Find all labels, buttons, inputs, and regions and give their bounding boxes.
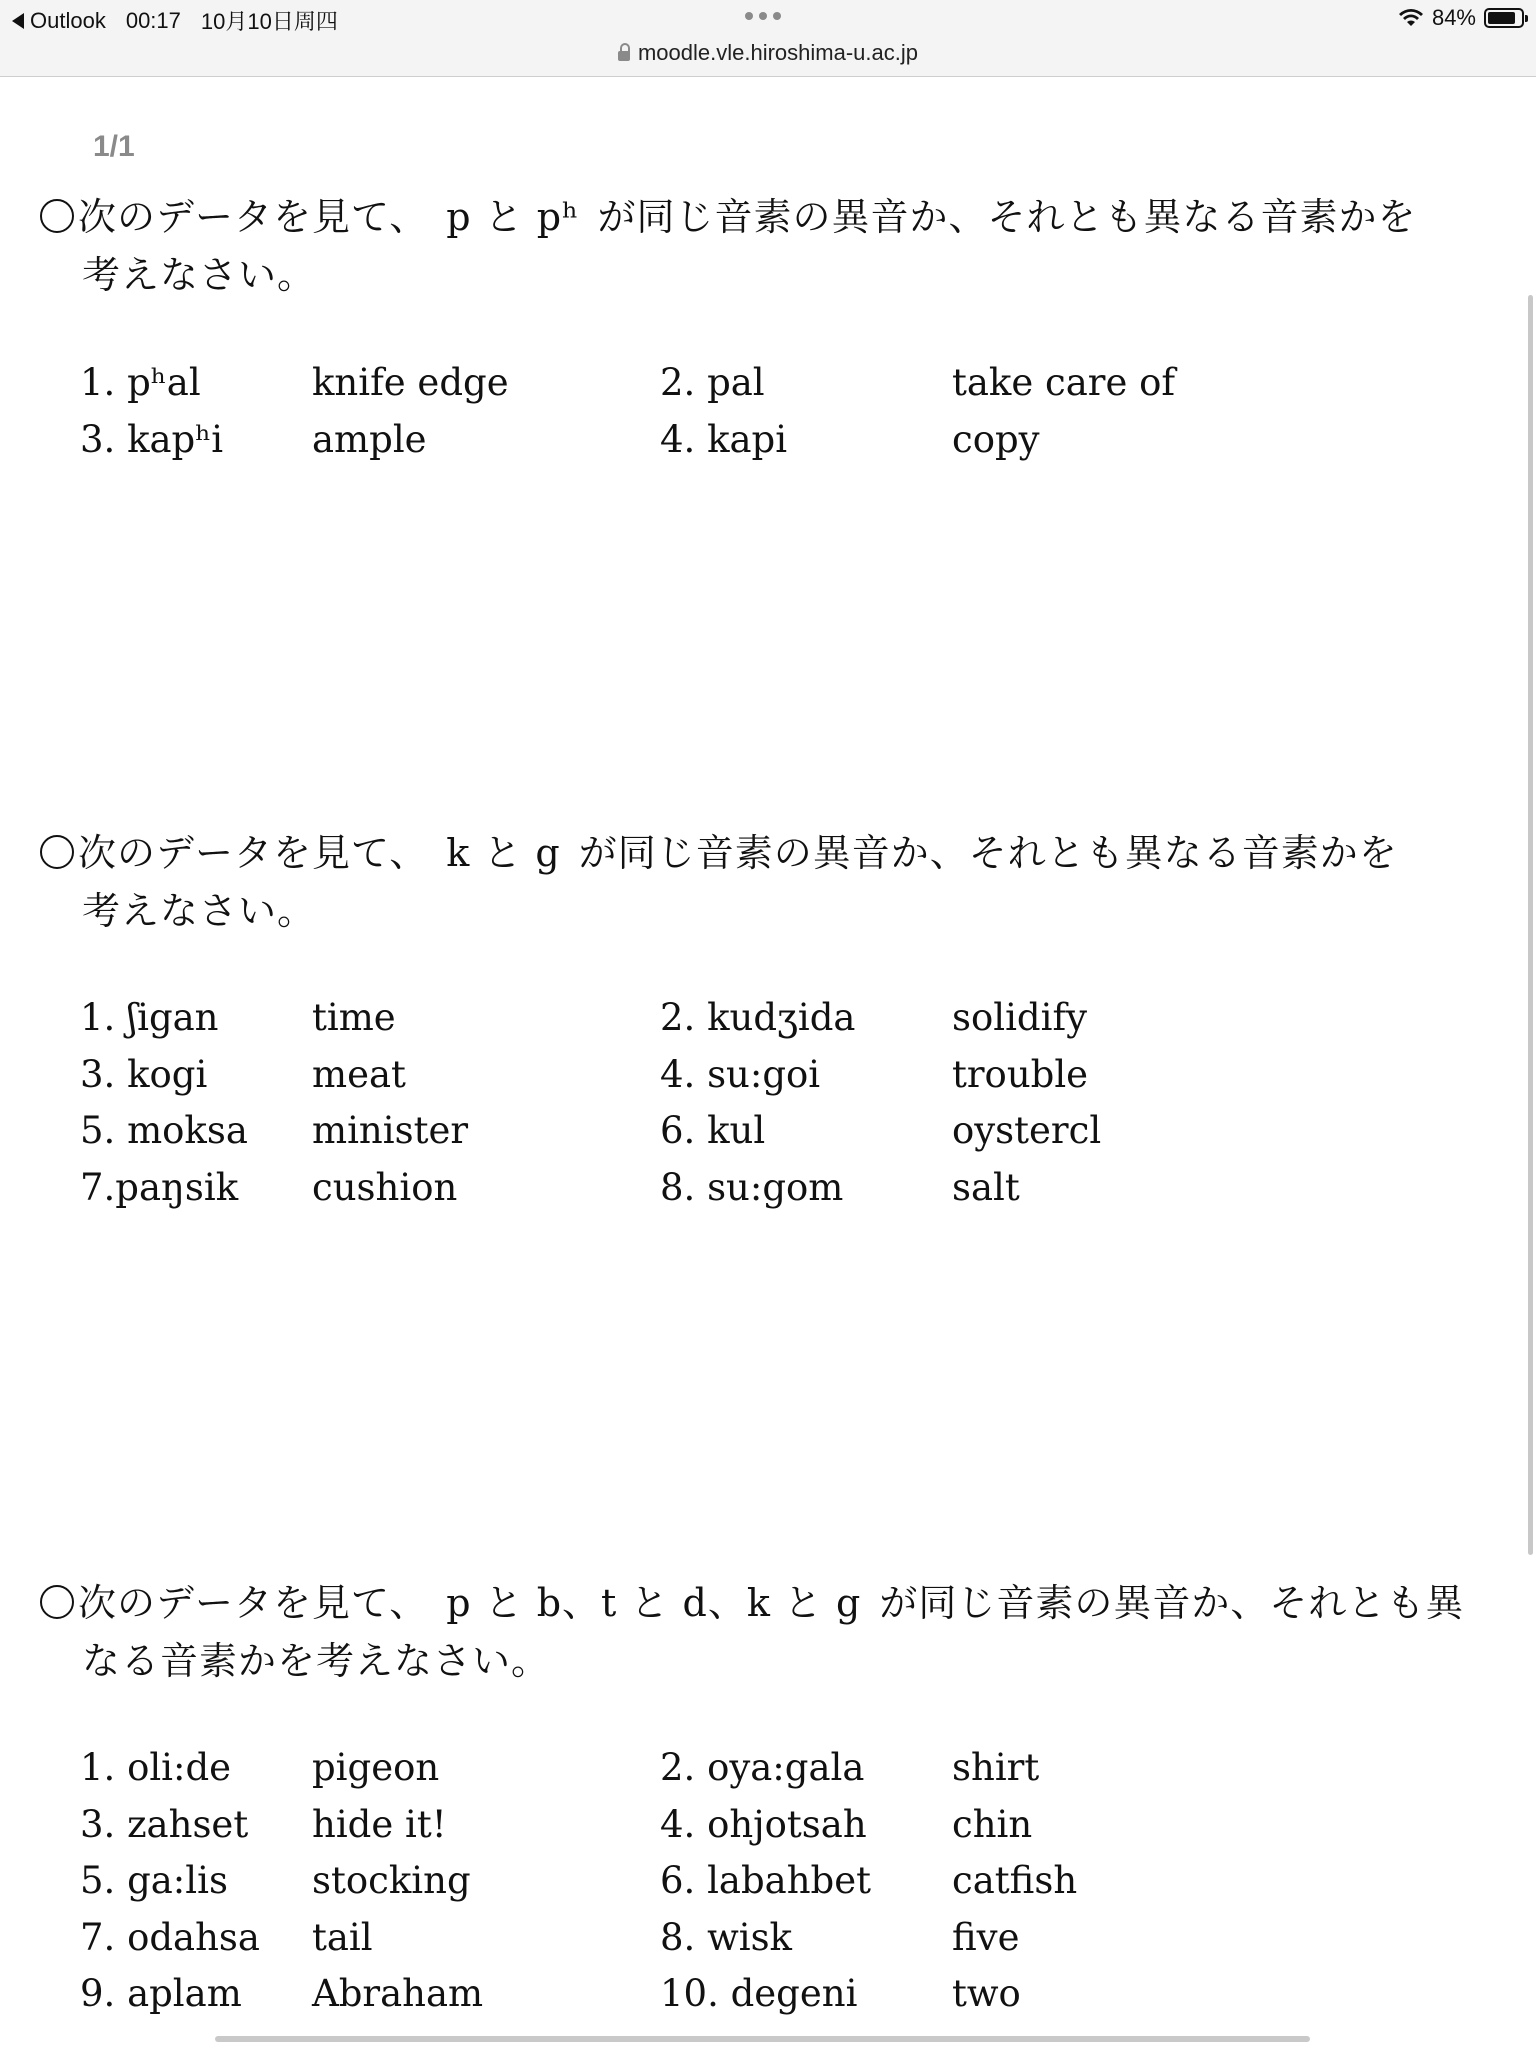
vertical-scrollbar[interactable]	[1528, 295, 1533, 1555]
battery-percent: 84%	[1431, 5, 1476, 30]
word-gloss: time	[312, 996, 396, 1039]
word-gloss: pigeon	[312, 1746, 440, 1789]
word-form: 2. oya:gala	[660, 1746, 865, 1789]
prompt-prefix: 次のデータを見て、	[78, 831, 429, 875]
home-indicator[interactable]	[215, 2036, 1310, 2042]
word-gloss: hide it!	[312, 1802, 447, 1846]
wifi-icon	[1398, 8, 1424, 28]
question-2-prompt	[40, 824, 1510, 940]
url-text: moodle.vle.hiroshima-u.ac.jp	[637, 40, 919, 65]
circle-bullet-icon	[40, 835, 74, 869]
word-form: 1. oli:de	[80, 1746, 232, 1789]
word-gloss: salt	[952, 1165, 1020, 1209]
question-1-prompt	[40, 188, 1510, 304]
circle-bullet-icon	[40, 1585, 74, 1619]
word-form: 4. su:goi	[660, 1052, 821, 1096]
back-to-app-button[interactable]	[12, 8, 106, 34]
word-gloss: cushion	[312, 1165, 458, 1209]
word-form: 6. kul	[660, 1109, 766, 1152]
circle-bullet-icon	[40, 199, 74, 233]
word-gloss: oystercl	[952, 1109, 1102, 1152]
word-gloss: ample	[312, 417, 427, 461]
word-gloss: trouble	[952, 1052, 1089, 1096]
prompt-targets: p と b、t と d、k と g	[446, 1581, 862, 1625]
prompt-suffix: が同じ音素の異音か、それとも異なる音素かを	[597, 195, 1417, 239]
word-form: 4. ohjotsah	[660, 1802, 867, 1846]
word-form: 5. moksa	[80, 1109, 248, 1152]
word-form: 7.paŋsik	[80, 1165, 239, 1209]
word-gloss: two	[952, 1972, 1021, 2015]
address-bar[interactable]	[0, 40, 1536, 66]
prompt-line2: 考えなさい。	[82, 253, 317, 297]
word-form: 5. ga:lis	[80, 1859, 228, 1902]
status-bar	[0, 0, 1536, 77]
word-form: 2. pal	[660, 361, 765, 404]
word-gloss: take care of	[952, 361, 1176, 404]
word-gloss: solidify	[952, 996, 1088, 1039]
lock-icon	[618, 51, 630, 61]
word-gloss: catfish	[952, 1859, 1078, 1902]
word-form: 3. kogi	[80, 1052, 208, 1096]
word-form: 8. wisk	[660, 1915, 792, 1959]
prompt-targets: p と pʰ	[446, 195, 580, 239]
question-3-prompt	[40, 1574, 1510, 1690]
word-gloss: meat	[312, 1052, 406, 1096]
back-arrow-icon	[12, 13, 24, 29]
word-form: 3. zahset	[80, 1802, 249, 1846]
word-form: 10. degeni	[660, 1972, 858, 2015]
multitasking-dots-icon[interactable]	[745, 12, 781, 20]
prompt-suffix: が同じ音素の異音か、それとも異	[879, 1581, 1465, 1625]
word-form: 6. labahbet	[660, 1859, 871, 1902]
status-date: 10月10日周四	[200, 9, 338, 34]
status-time: 00:17	[125, 7, 181, 33]
prompt-line2: なる音素かを考えなさい。	[82, 1639, 551, 1683]
back-app-label: Outlook	[30, 7, 106, 33]
battery-icon	[1484, 8, 1524, 28]
word-gloss: minister	[312, 1109, 469, 1152]
word-form: 7. odahsa	[80, 1915, 260, 1959]
word-gloss: chin	[952, 1802, 1033, 1846]
word-form: 8. su:gom	[660, 1165, 844, 1209]
prompt-line2: 考えなさい。	[82, 889, 317, 933]
word-gloss: copy	[952, 417, 1040, 461]
word-form: 1. pʰal	[80, 361, 201, 404]
word-form: 9. aplam	[80, 1972, 242, 2015]
word-form: 4. kapi	[660, 417, 788, 461]
word-gloss: stocking	[312, 1859, 471, 1902]
word-form: 2. kudʒida	[660, 996, 856, 1039]
prompt-targets: k と g	[446, 831, 561, 875]
prompt-prefix: 次のデータを見て、	[78, 195, 429, 239]
word-form: 1. ʃigan	[80, 996, 219, 1039]
page-indicator: 1/1	[93, 130, 135, 163]
word-gloss: five	[952, 1915, 1020, 1959]
word-gloss: tail	[312, 1915, 373, 1959]
word-gloss: Abraham	[312, 1972, 484, 2015]
prompt-prefix: 次のデータを見て、	[78, 1581, 429, 1625]
prompt-suffix: が同じ音素の異音か、それとも異なる音素かを	[578, 831, 1398, 875]
word-gloss: knife edge	[312, 361, 509, 404]
word-form: 3. kapʰi	[80, 417, 224, 461]
word-gloss: shirt	[952, 1746, 1040, 1789]
